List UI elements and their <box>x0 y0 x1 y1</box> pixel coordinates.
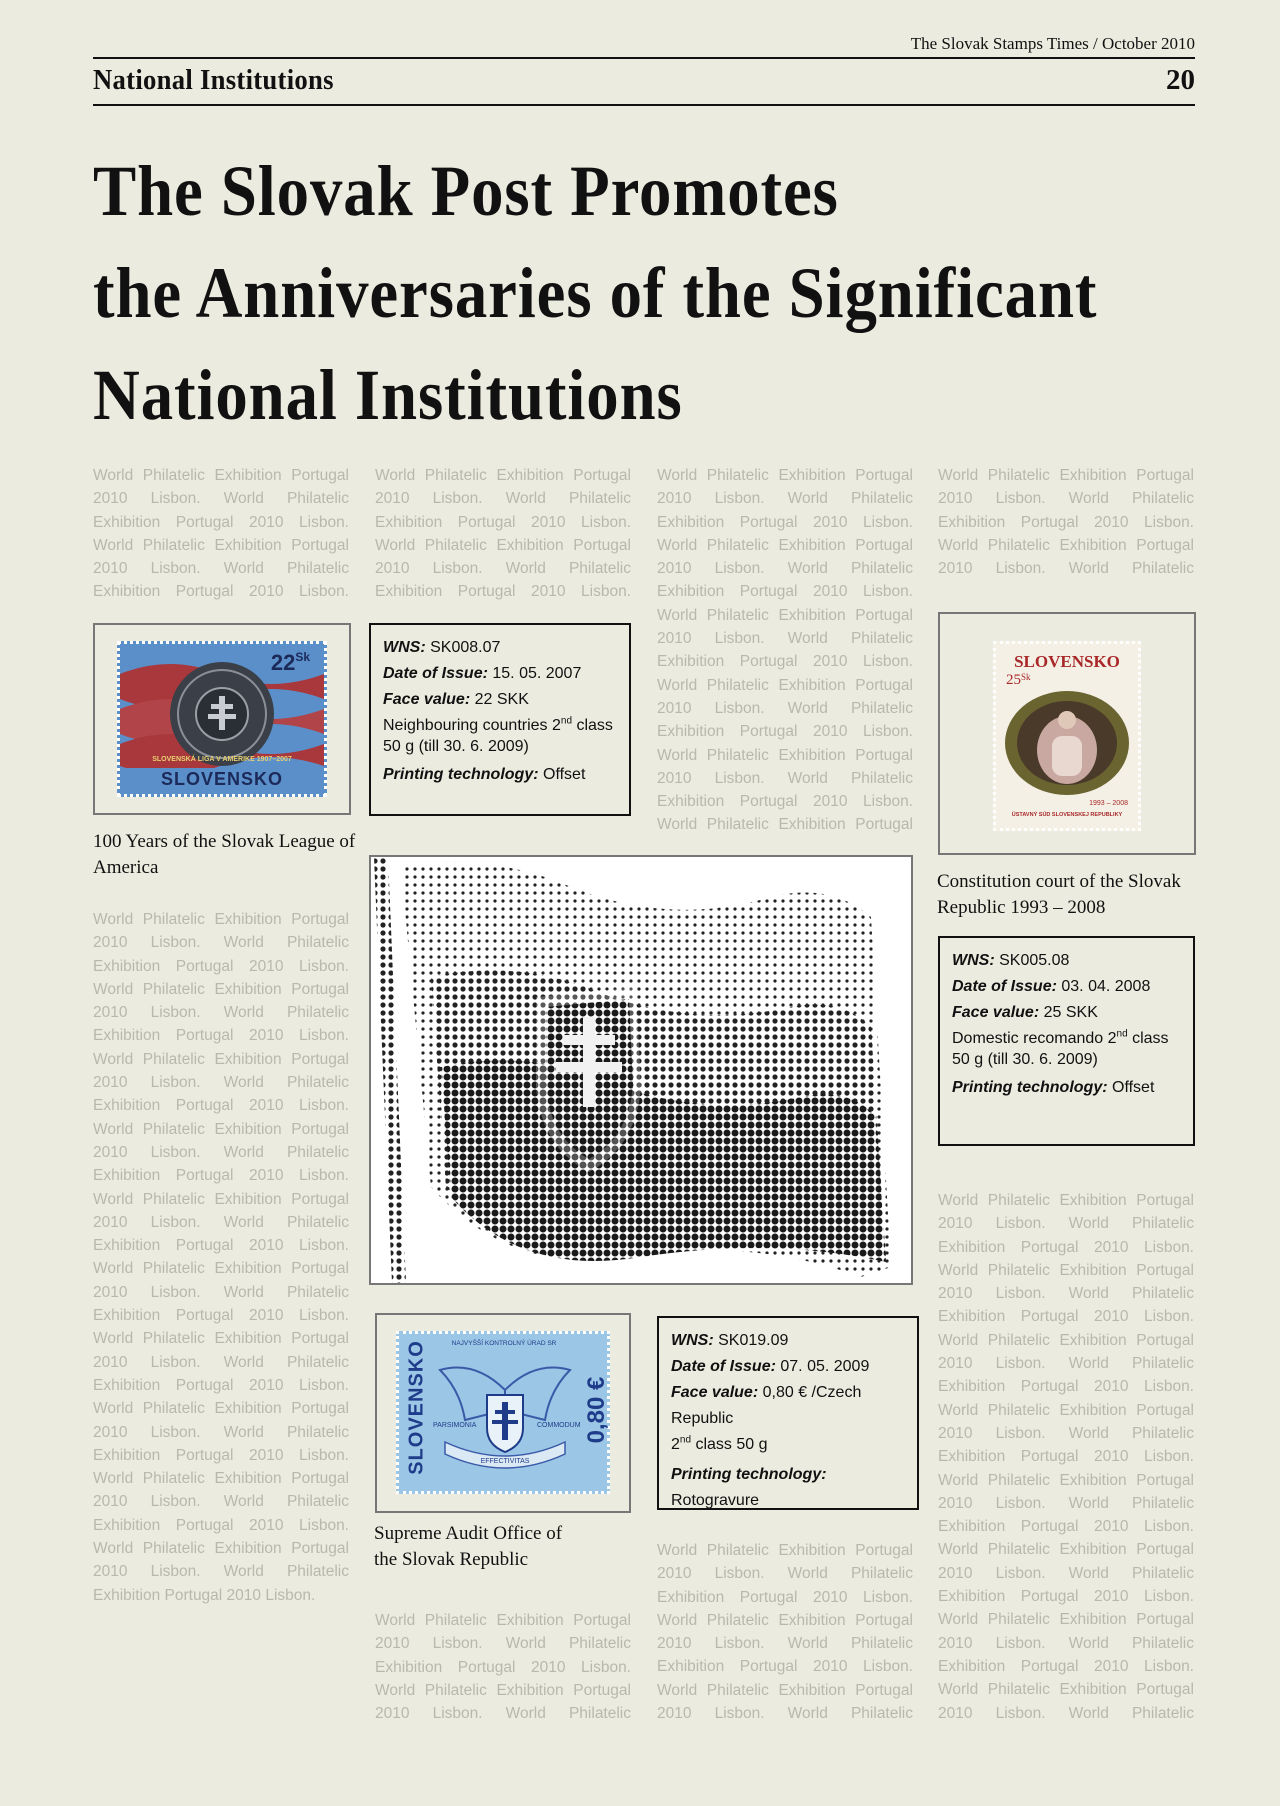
stamp-frame-league <box>93 623 351 815</box>
masthead: The Slovak Stamps Times / October 2010 <box>910 34 1195 53</box>
filler-text-block: World Philatelic Exhibition Portugal 2010 Lisbon. World Philatelic Exhibition Portugal 2010 Lisbon. World Philatelic Exhibition Portugal 2010 Lisbon. World Philatelic Exhibition Portugal 2010 Lisbon. World Philatelic Exhibition Portugal 2010 Lisbon. World Philatelic <box>657 1542 913 1723</box>
stamp-audit-office: NAJVYŠŠÍ KONTROLNÝ ÚRAD SR <box>451 1340 557 1347</box>
info-face-row: Face value: 22 SKK <box>383 691 529 708</box>
info-box-constitution <box>938 936 1195 1146</box>
info-box-audit <box>657 1316 919 1510</box>
stamp-frame-constitution <box>938 612 1196 855</box>
headline-line-2: the Anniversaries of the Significant <box>93 253 1098 333</box>
stamp-league-country: SLOVENSKO <box>160 769 284 789</box>
stamp-league-ring-text: SLOVENSKÁ LIGA V AMERIKE 1907–2007 <box>152 756 292 763</box>
filler-text-block: World Philatelic Exhibition Portugal 2010 Lisbon. World Philatelic Exhibition Portugal 2010 Lisbon. World Philatelic Exhibition Portugal 2010 Lisbon. World Philatelic Exhibition Portugal 2010 Lisbon. World Philatelic Exhibition Portugal 2010 Lisbon. World Philatelic Exhibition Portugal 2010 Lisbon. World Philatelic Exhibition Portugal 2010 Lisbon. World Philatelic Exhibition Portugal 2010 Lisbon. World Philatelic Exhibition Portugal 2010 Lisbon. World Philatelic Exhibition Portugal 2010 Lisbon. World Philatelic Exhibition Portugal 2010 Lisbon. World Philatelic Exhibition Portugal 2010 Lisbon. World Philatelic Exhibition Portugal 2010 Lisbon. World Philatelic Exhibition Portugal 2010 Lisbon. World Philatelic Exhibition Portugal 2010 Lisbon. World Philatelic <box>938 1192 1194 1722</box>
filler-text-block: World Philatelic Exhibition Portugal 2010 Lisbon. World Philatelic Exhibition Portugal 2010 Lisbon. World Philatelic Exhibition Portugal 2010 Lisbon. World Philatelic Exhibition Portugal 2010 Lisbon. World Philatelic Exhibition Portugal 2010 Lisbon. World Philatelic Exhibition Portugal 2010 Lisbon. World Philatelic Exhibition Portugal 2010 Lisbon. World Philatelic Exhibition Portugal 2010 Lisbon. World Philatelic Exhibition Portugal 2010 Lisbon. World Philatelic Exhibition Portugal 2010 Lisbon. World Philatelic Exhibition Portugal <box>657 467 913 834</box>
caption-constitution: Constitution court of the Slovak Republic 1993 – 2008 <box>937 871 1181 918</box>
info-wns-row: WNS: SK019.09 <box>671 1332 789 1349</box>
filler-text-block: World Philatelic Exhibition Portugal 2010 Lisbon. World Philatelic Exhibition Portugal 2010 Lisbon. World Philatelic Exhibition Portugal 2010 Lisbon. World Philatelic <box>375 1612 631 1723</box>
info-date-row: Date of Issue: 15. 05. 2007 <box>383 665 582 682</box>
headline-line-1: The Slovak Post Promotes <box>93 151 839 231</box>
flag-halftone-image <box>369 855 913 1285</box>
stamp-audit-left-ribbon: PARSIMONIA <box>433 1422 477 1429</box>
caption-league: 100 Years of the Slovak League of America <box>93 831 356 878</box>
headline <box>93 140 1128 446</box>
filler-text-block: World Philatelic Exhibition Portugal 2010 Lisbon. World Philatelic Exhibition Portugal 2010 Lisbon. World Philatelic Exhibition Portugal 2010 Lisbon. World Philatelic Exhibition Portugal 2010 Lisbon. World Philatelic Exhibition Portugal 2010 Lisbon. World Philatelic Exhibition Portugal 2010 Lisbon. World Philatelic Exhibition Portugal 2010 Lisbon. World Philatelic Exhibition Portugal 2010 Lisbon. World Philatelic Exhibition Portugal 2010 Lisbon. World Philatelic Exhibition Portugal 2010 Lisbon. World Philatelic Exhibition Portugal 2010 Lisbon. World Philatelic Exhibition Portugal 2010 Lisbon. World Philatelic Exhibition Portugal 2010 Lisbon. World Philatelic Exhibition Portugal 2010 Lisbon. World Philatelic Exhibition Portugal 2010 Lisbon. World Philatelic Exhibition Portugal 2010 Lisbon. World Philatelic Exhibition Portugal 2010 Lisbon. World Philatelic Exhibition Portugal 2010 Lisbon. World Philatelic Exhibition Portugal 2010 Lisbon. World Philatelic Exhibition Portugal 2010 Lisbon. <box>93 911 349 1604</box>
info-face-row: Face value: 25 SKK <box>952 1004 1098 1021</box>
info-date-row: Date of Issue: 07. 05. 2009 <box>671 1358 870 1375</box>
stamp-frame-audit <box>375 1313 631 1513</box>
info-wns-row: WNS: SK008.07 <box>383 639 501 656</box>
page-number: 20 <box>1166 64 1195 96</box>
filler-text-block: World Philatelic Exhibition Portugal 2010 Lisbon. World Philatelic Exhibition Portugal 2010 Lisbon. World Philatelic Exhibition Portugal 2010 Lisbon. World Philatelic Exhibition Portugal 2010 Lisbon. <box>93 467 349 601</box>
stamp-audit-country: SLOVENSKO <box>405 1340 428 1475</box>
stamp-audit-image <box>396 1331 610 1494</box>
stamp-constitution-court: ÚSTAVNÝ SÚD SLOVENSKEJ REPUBLIKY <box>1011 812 1123 818</box>
info-box-league <box>369 623 631 816</box>
filler-text-block: World Philatelic Exhibition Portugal 2010 Lisbon. World Philatelic Exhibition Portugal 2010 Lisbon. World Philatelic Exhibition Portugal 2010 Lisbon. World Philatelic <box>938 467 1194 578</box>
stamp-league-value: $22^{Sk}$ <box>270 650 310 675</box>
caption-audit: Supreme Audit Office of the Slovak Republic <box>374 1523 563 1570</box>
stamp-audit-bottom-ribbon: EFFECTIVITAS <box>480 1458 530 1465</box>
info-tech-row: Printing technology: Rotogravure <box>671 1466 827 1509</box>
header-rule-top <box>93 57 1195 59</box>
stamp-constitution-years: 1993 – 2008 <box>1089 800 1128 807</box>
info-description: Domestic recomando 2nd class 50 g (till 30. 6. 2009) <box>952 1028 1169 1068</box>
stamp-league-image <box>117 641 327 797</box>
section-title: National Institutions <box>93 64 334 96</box>
header-rule-bottom <box>93 104 1195 106</box>
info-face-row: Face value: 0,80 € /Czech Republic 2nd class 50 g <box>671 1384 862 1453</box>
filler-text-block: World Philatelic Exhibition Portugal 2010 Lisbon. World Philatelic Exhibition Portugal 2010 Lisbon. World Philatelic Exhibition Portugal 2010 Lisbon. World Philatelic Exhibition Portugal 2010 Lisbon. <box>375 467 631 601</box>
info-description: Neighbouring countries 2nd class 50 g (till 30. 6. 2009) <box>383 715 613 755</box>
stamp-audit-value: 0,80 € <box>583 1376 610 1444</box>
info-tech-row: Printing technology: Offset <box>952 1079 1155 1096</box>
stamp-constitution-country: SLOVENSKO <box>1014 652 1120 671</box>
info-date-row: Date of Issue: 03. 04. 2008 <box>952 978 1151 995</box>
info-wns-row: WNS: SK005.08 <box>952 952 1070 969</box>
headline-line-3: National Institutions <box>93 355 683 435</box>
stamp-constitution-value: $25^{Sk}$ <box>1006 672 1031 688</box>
stamp-audit-right-ribbon: COMMODUM <box>537 1422 581 1429</box>
stamp-constitution-image <box>993 641 1141 831</box>
info-tech-row: Printing technology: Offset <box>383 766 586 783</box>
